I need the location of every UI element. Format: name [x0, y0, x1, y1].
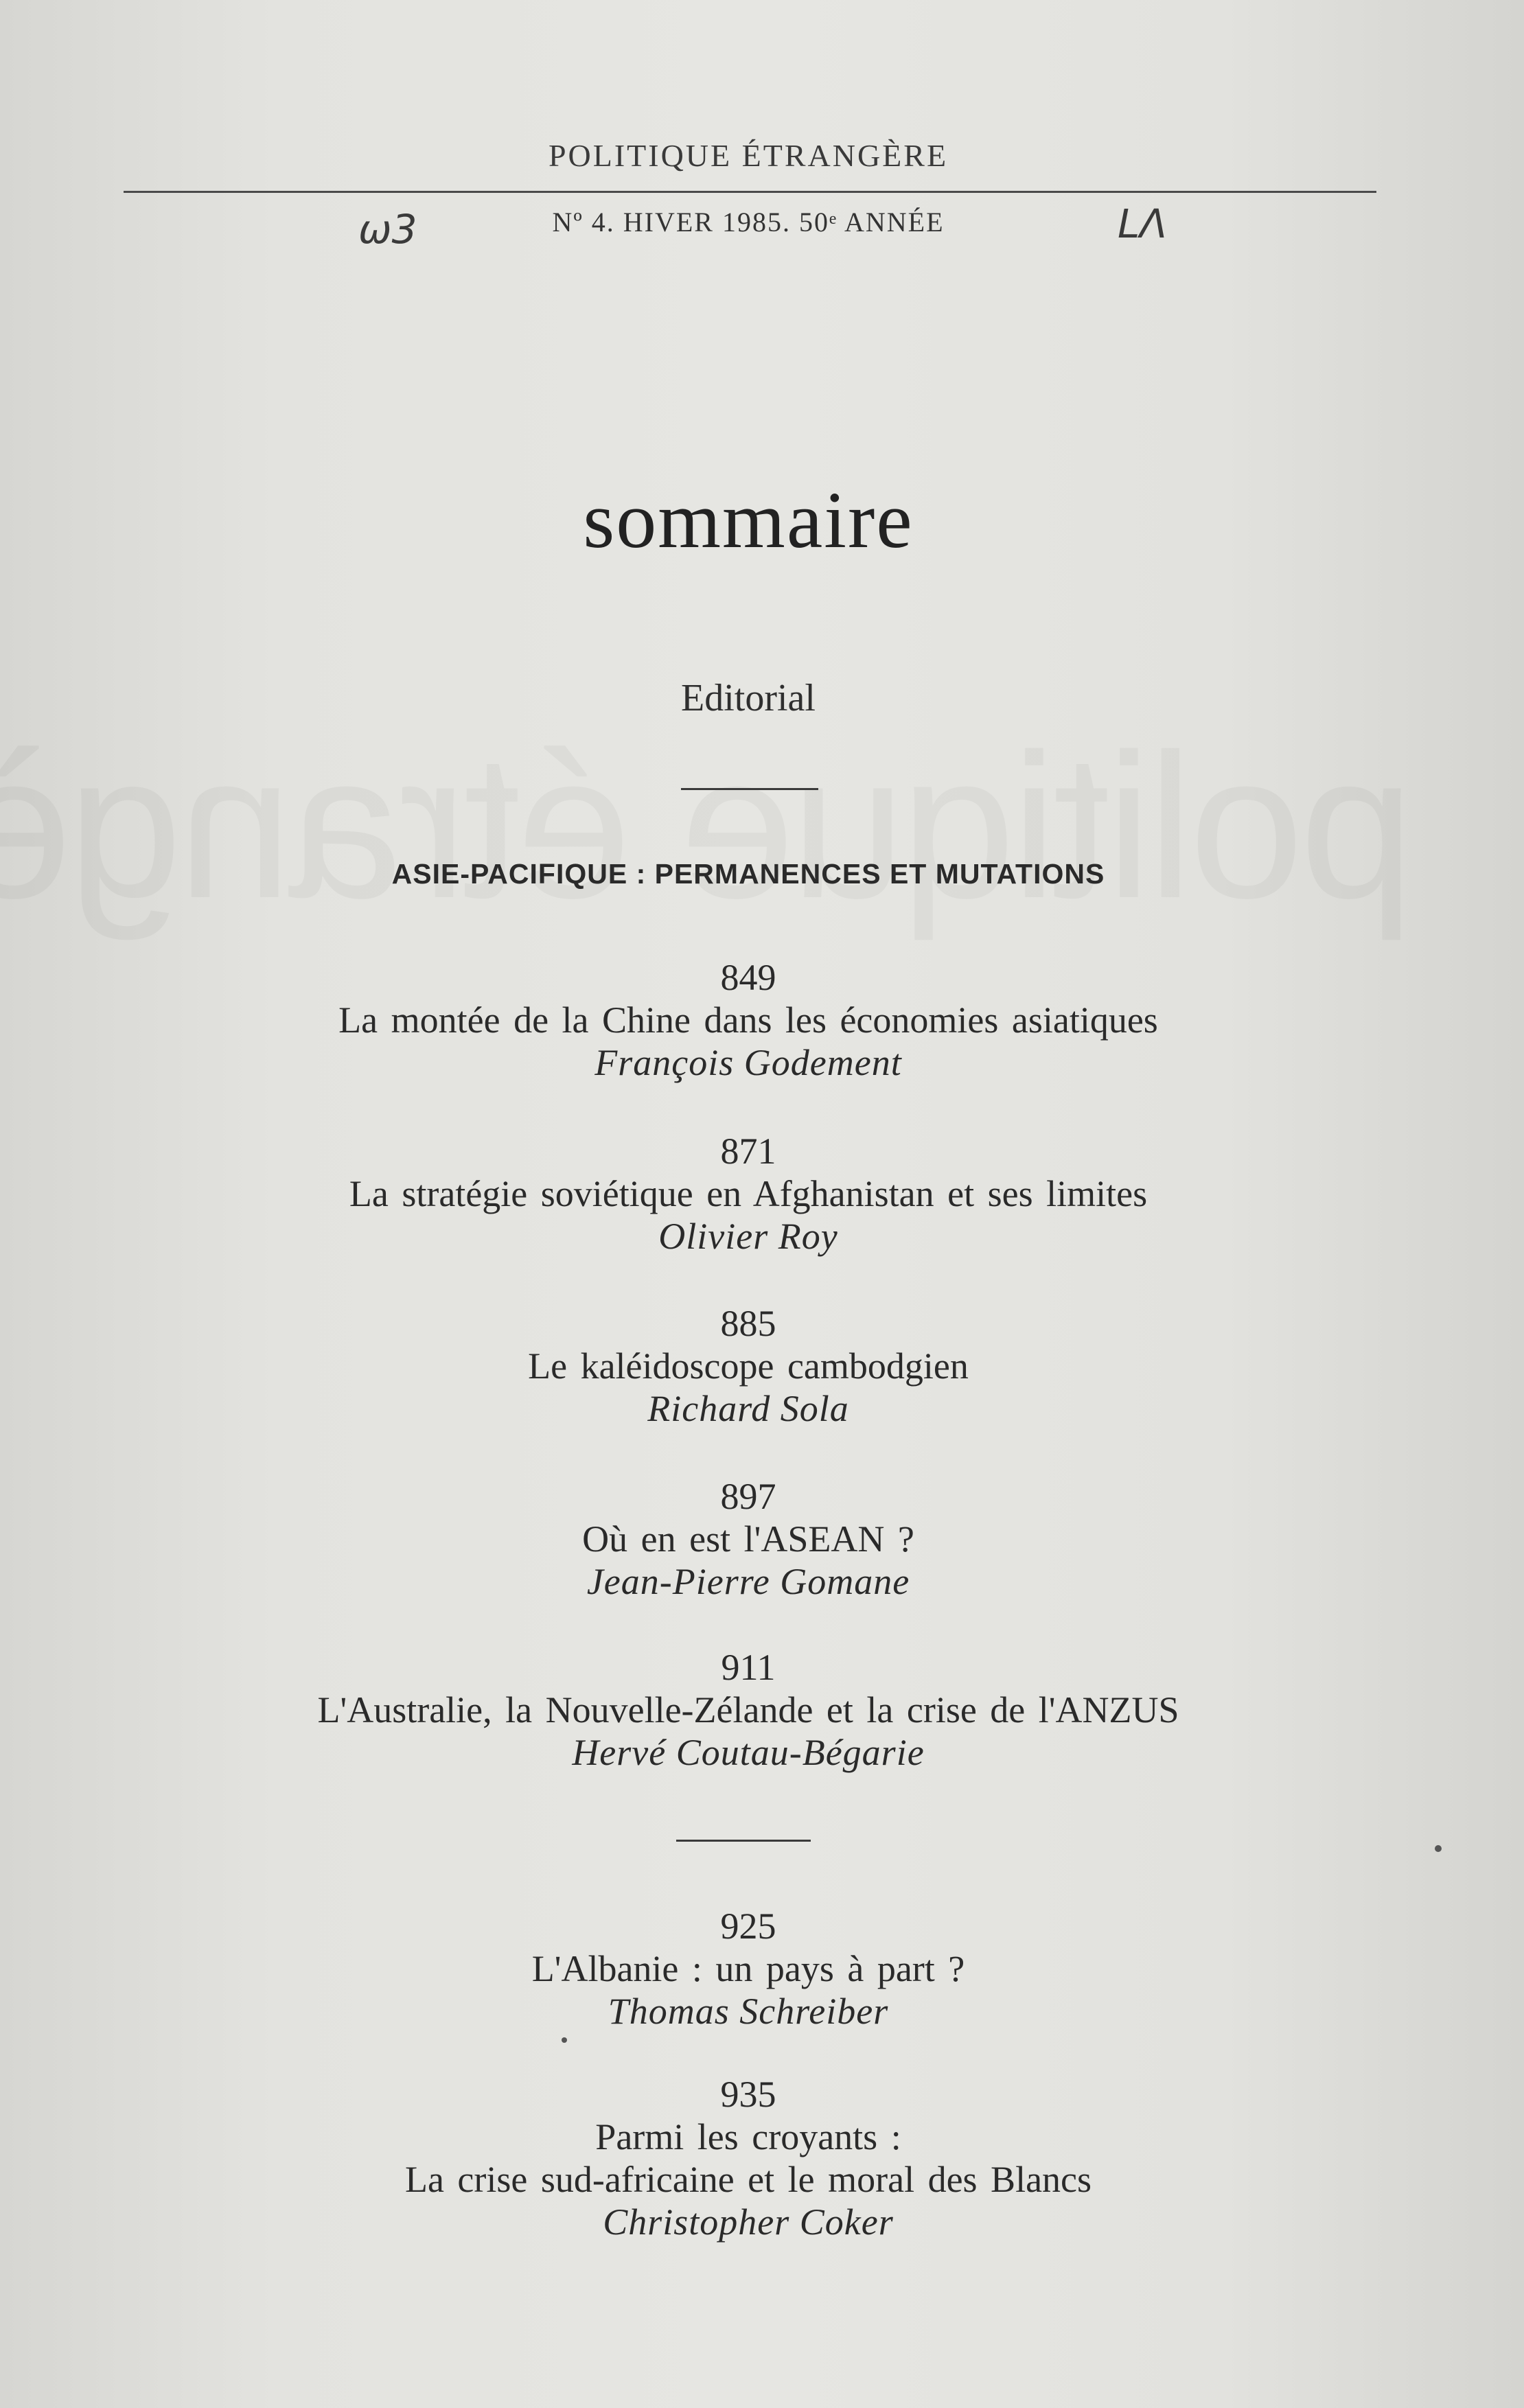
toc-entry[interactable]	[0, 1475, 1497, 1603]
entry-author: Jean-Pierre Gomane	[586, 1561, 910, 1602]
divider-rule	[681, 788, 818, 790]
entry-subtitle: La crise sud-africaine et le moral des Blancs	[404, 2159, 1092, 2200]
entry-title: L'Australie, la Nouvelle-Zélande et la crise de l'ANZUS	[317, 1689, 1179, 1730]
entry-page-number: 871	[720, 1131, 776, 1172]
toc-entry[interactable]	[0, 1646, 1497, 1774]
show-through-watermark	[0, 707, 1414, 945]
editorial-link[interactable]: Editorial	[681, 677, 816, 719]
toc-entry[interactable]	[0, 1905, 1497, 2033]
journal-title: POLITIQUE ÉTRANGÈRE	[548, 138, 949, 173]
entry-author: Hervé Coutau-Bégarie	[572, 1732, 925, 1773]
page-title: sommaire	[583, 475, 914, 565]
header-rule	[124, 191, 1376, 193]
speck-mark	[562, 2037, 567, 2043]
entry-author: Richard Sola	[647, 1388, 849, 1429]
toc-entry[interactable]	[0, 2073, 1497, 2243]
entry-title: La montée de la Chine dans les économies asiatiques	[338, 999, 1158, 1041]
entry-title: Où en est l'ASEAN ?	[582, 1518, 914, 1560]
entry-title: L'Albanie : un pays à part ?	[531, 1948, 965, 1989]
entry-page-number: 849	[720, 957, 776, 998]
divider-rule	[676, 1840, 811, 1842]
toc-entry[interactable]	[0, 1130, 1497, 1258]
issue-line: Nº 4. HIVER 1985. 50ᵉ ANNÉE	[552, 207, 945, 238]
entry-page-number: 897	[720, 1476, 776, 1517]
toc-entry[interactable]	[0, 1302, 1497, 1430]
entry-author: Christopher Coker	[603, 2201, 894, 2243]
entry-author: Thomas Schreiber	[608, 1991, 889, 2032]
entry-title: Parmi les croyants :	[595, 2116, 901, 2157]
speck-mark	[1435, 1845, 1442, 1852]
entry-page-number: 885	[720, 1303, 776, 1344]
entry-title: Le kaléidoscope cambodgien	[528, 1345, 969, 1387]
entry-title: La stratégie soviétique en Afghanistan et ses limites	[349, 1173, 1148, 1214]
handwritten-mark-right: ᒪΛ	[1118, 200, 1167, 247]
entry-page-number: 925	[720, 1906, 776, 1947]
entry-page-number: 935	[720, 2074, 776, 2115]
entry-page-number: 911	[721, 1647, 776, 1688]
toc-entry[interactable]	[0, 956, 1497, 1084]
section-heading: ASIE-PACIFIQUE : PERMANENCES ET MUTATIONS	[391, 858, 1105, 890]
entry-author: François Godement	[594, 1042, 902, 1083]
entry-author: Olivier Roy	[658, 1216, 838, 1257]
handwritten-mark-left: ω3	[358, 206, 417, 253]
